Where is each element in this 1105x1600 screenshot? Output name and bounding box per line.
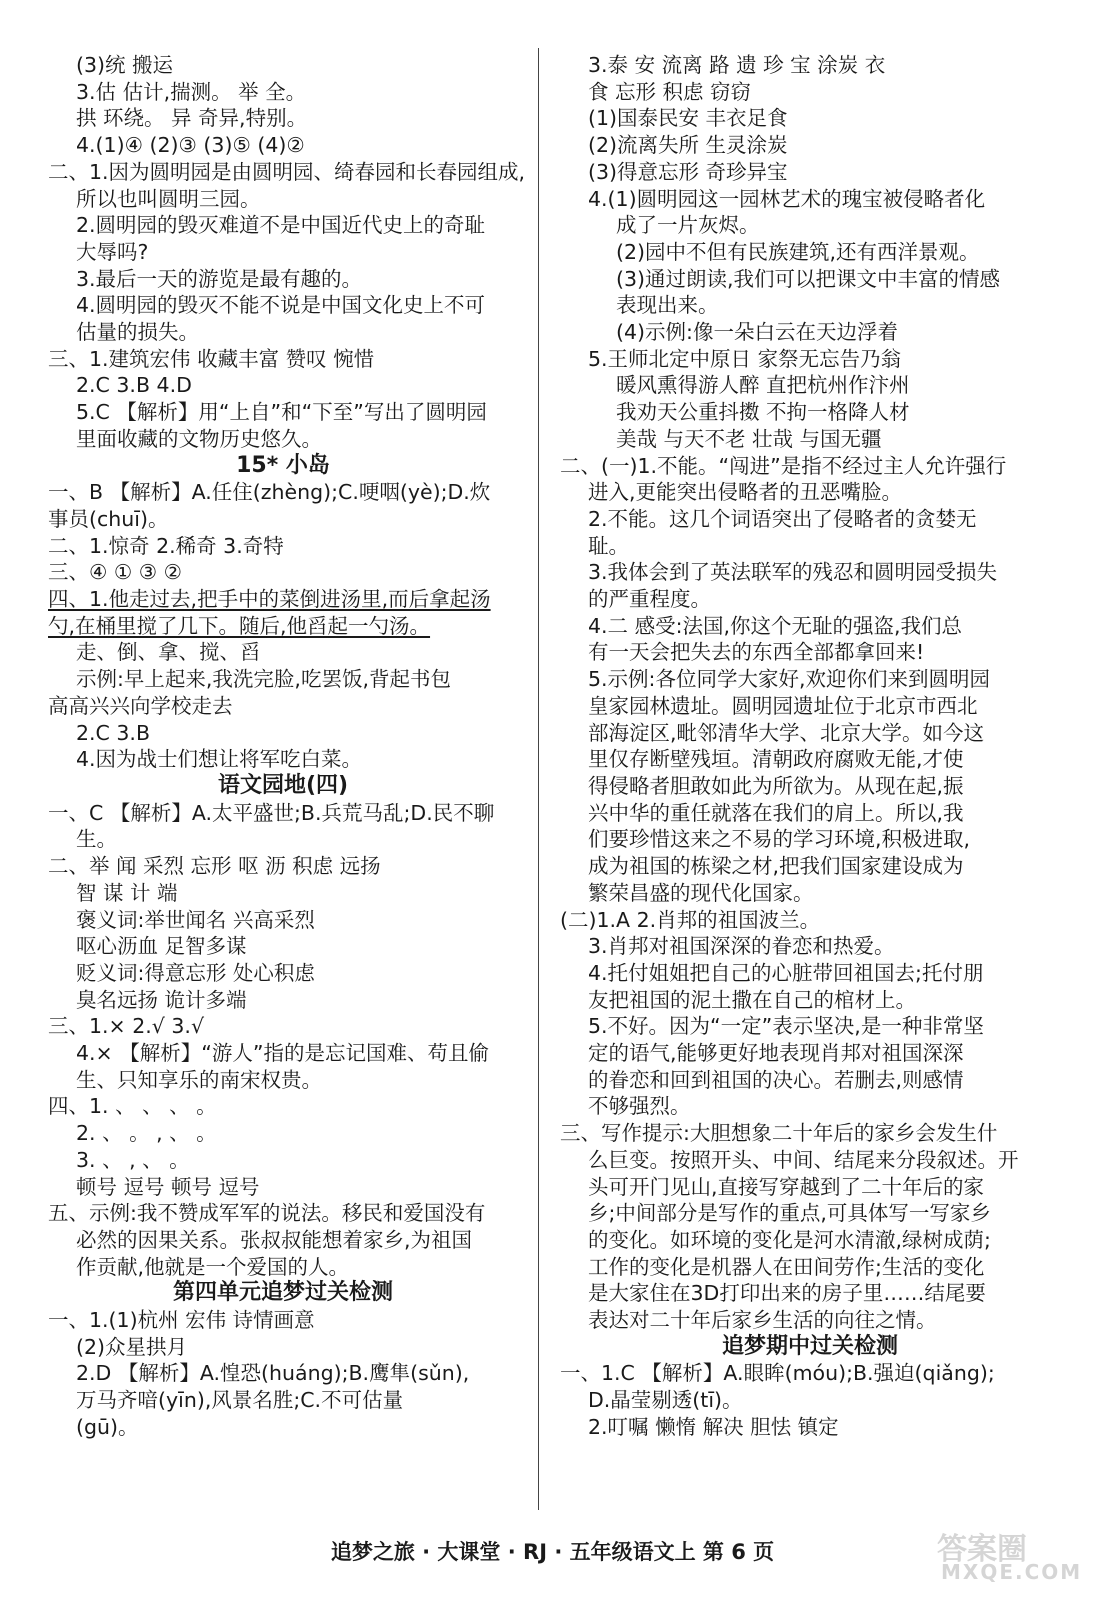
answer-line: (gū)。 [76, 1414, 139, 1439]
answer-line: 5.不好。因为“一定”表示坚决,是一种非常坚 [588, 1014, 984, 1039]
answer-line: 一、1.(1)杭州 宏伟 诗情画意 [48, 1308, 315, 1333]
answer-line: (1)国泰民安 丰衣足食 [588, 106, 788, 131]
answer-line: 4.(1)圆明园这一园林艺术的瑰宝被侵略者化 [588, 186, 986, 211]
answer-line: 生、只知享乐的南宋权贵。 [76, 1067, 322, 1092]
answer-line: (2)众星拱月 [76, 1334, 188, 1359]
answer-line: 3.估 估计,揣测。 举 全。 [76, 79, 307, 104]
column-divider [538, 48, 539, 1510]
answer-line: 走、倒、拿、搅、舀 [76, 640, 261, 665]
answer-line: 的严重程度。 [588, 587, 711, 612]
answer-line: 不够强烈。 [588, 1094, 691, 1119]
answer-line: 部海淀区,毗邻清华大学、北京大学。如今这 [588, 720, 985, 745]
answer-line: 贬义词:得意忘形 处心积虑 [76, 960, 315, 985]
answer-line: 4.因为战士们想让将军吃白菜。 [76, 747, 363, 772]
answer-line: 5.示例:各位同学大家好,欢迎你们来到圆明园 [588, 667, 990, 692]
answer-line: 二、(一)1.不能。“闯进”是指不经过主人允许强行 [560, 453, 1007, 478]
answer-line: 的眷恋和回到祖国的决心。若删去,则感情 [588, 1067, 964, 1092]
answer-line: 智 谋 计 端 [76, 880, 178, 905]
answer-line: 5.王师北定中原日 家祭无忘告乃翁 [588, 346, 902, 371]
answer-line: (3)通过朗读,我们可以把课文中丰富的情感 [616, 266, 1001, 291]
answer-line: (3)得意忘形 奇珍异宝 [588, 159, 788, 184]
answer-line: 示例:早上起来,我洗完脸,吃罢饭,背起书包 [76, 667, 451, 692]
answer-line: 高高兴兴向学校走去 [48, 693, 233, 718]
answer-line: 成了一片灰烬。 [616, 213, 760, 238]
right-column [560, 52, 1060, 1441]
watermark-logo [937, 1524, 1087, 1584]
answer-line: 得侵略者胆敢如此为所欲为。从现在起,振 [588, 773, 964, 798]
answer-line: 2.C 3.B 4.D [76, 373, 192, 398]
answer-line: 2.不能。这几个词语突出了侵略者的贪婪无 [588, 506, 977, 531]
answer-line: 作贡献,他就是一个爱国的人。 [76, 1254, 350, 1279]
answer-line: 我劝天公重抖擞 不拘一格降人材 [616, 400, 910, 425]
section-heading: 语文园地(四) [217, 772, 349, 798]
answer-line: 4.圆明园的毁灭不能不说是中国文化史上不可 [76, 293, 486, 318]
answer-line: (4)示例:像一朵白云在天边浮着 [616, 320, 898, 345]
answer-line: 工作的变化是机器人在田间劳作;生活的变化 [588, 1254, 985, 1279]
answer-line: 大辱吗? [76, 239, 149, 264]
section-heading: 追梦期中过关检测 [721, 1333, 898, 1359]
answer-line: 呕心沥血 足智多谋 [76, 934, 247, 959]
answer-line: 三、1.× 2.√ 3.√ [48, 1014, 205, 1039]
answer-line: 是大家住在3D打印出来的房子里……结尾要 [588, 1281, 986, 1306]
answer-line: 3.我体会到了英法联军的残忍和圆明园受损失 [588, 560, 998, 585]
answer-line: 2.D 【解析】A.惶恐(huáng);B.鹰隼(sǔn), [76, 1361, 470, 1386]
answer-line: 二、1.因为圆明园是由圆明园、绮春园和长春园组成, [48, 159, 526, 184]
answer-line: 皇家园林遗址。圆明园遗址位于北京市西北 [588, 693, 978, 718]
answer-line: 4.(1)④ (2)③ (3)⑤ (4)② [76, 133, 305, 158]
answer-line: 3.泰 安 流离 路 遗 珍 宝 涂炭 衣 [588, 53, 886, 77]
answer-line: 顿号 逗号 顿号 逗号 [76, 1174, 260, 1199]
answer-line: 成为祖国的栋梁之材,把我们国家建设成为 [588, 854, 964, 879]
answer-line: 们要珍惜这来之不易的学习环境,积极进取, [588, 827, 971, 852]
answer-line: 一、B 【解析】A.任住(zhèng);C.哽咽(yè);D.炊 [48, 480, 491, 505]
answer-line: 三、写作提示:大胆想象二十年后的家乡会发生什 [560, 1121, 998, 1146]
page-footer: 追梦之旅 · 大课堂 · RJ · 五年级语文上 第 6 页 [330, 1540, 775, 1564]
answer-line: 四、1. 、 、 、 。 [48, 1094, 217, 1119]
answer-line: 暖风熏得游人醉 直把杭州作汴州 [616, 373, 910, 398]
answer-line: 耻。 [588, 533, 629, 558]
answer-line: 勺,在桶里搅了几下。随后,他舀起一勺汤。 [48, 613, 431, 638]
answer-line: 三、④ ① ③ ② [48, 560, 183, 585]
answer-line: 的变化。如环境的变化是河水清澈,绿树成荫; [588, 1227, 991, 1252]
answer-line: 四、1.他走过去,把手中的菜倒进汤里,而后拿起汤 [48, 587, 491, 612]
answer-line: 兴中华的重任就落在我们的肩上。所以,我 [588, 800, 964, 825]
answer-line: 所以也叫圆明三园。 [76, 186, 261, 211]
answer-line: 4.× 【解析】“游人”指的是忘记国难、苟且偷 [76, 1041, 489, 1066]
answer-line: 4.托付姐姐把自己的心脏带回祖国去;托付朋 [588, 960, 984, 985]
answer-line: D.晶莹剔透(tī)。 [588, 1388, 743, 1413]
watermark-text: 答案圈 [937, 1532, 1027, 1567]
answer-line: 3. 、 , 、 。 [76, 1147, 190, 1172]
answer-line: 三、1.建筑宏伟 收藏丰富 赞叹 惋惜 [48, 346, 375, 371]
answer-line: 友把祖国的泥土撒在自己的棺材上。 [588, 987, 916, 1012]
answer-line: 进入,更能突出侵略者的丑恶嘴脸。 [588, 480, 903, 505]
answer-line: 4.二 感受:法国,你这个无耻的强盗,我们总 [588, 613, 963, 638]
answer-line: 一、1.C 【解析】A.眼眸(móu);B.强迫(qiǎng); [560, 1361, 995, 1386]
answer-line: 表现出来。 [616, 293, 719, 318]
answer-line: 美哉 与天不老 壮哉 与国无疆 [616, 426, 882, 451]
answer-line: 二、1.惊奇 2.稀奇 3.奇特 [48, 533, 284, 558]
answer-line: 生。 [76, 827, 117, 852]
answer-line: 定的语气,能够更好地表现肖邦对祖国深深 [588, 1041, 964, 1066]
answer-line: 二、举 闻 采烈 忘形 呕 沥 积虑 远扬 [48, 854, 381, 879]
answer-line: 3.最后一天的游览是最有趣的。 [76, 266, 363, 291]
answer-line: 么巨变。按照开头、中间、结尾来分段叙述。开 [588, 1147, 1019, 1172]
answer-line: 2. 、 。 , 、 。 [76, 1121, 217, 1146]
answer-line: 2.圆明园的毁灭难道不是中国近代史上的奇耻 [76, 213, 486, 238]
answer-line: (2)园中不但有民族建筑,还有西洋景观。 [616, 239, 980, 264]
answer-line: (2)流离失所 生灵涂炭 [588, 133, 788, 158]
answer-line: 估量的损失。 [76, 320, 199, 345]
answer-line: 表达对二十年后家乡生活的向往之情。 [588, 1308, 937, 1333]
section-heading: 第四单元追梦过关检测 [172, 1280, 393, 1306]
answer-line: 一、C 【解析】A.太平盛世;B.兵荒马乱;D.民不聊 [48, 800, 495, 825]
answer-line: 里面收藏的文物历史悠久。 [76, 426, 322, 451]
left-column [48, 52, 526, 1441]
answer-line: 必然的因果关系。张叔叔能想着家乡,为祖国 [76, 1227, 473, 1252]
answer-line: (二)1.A 2.肖邦的祖国波兰。 [560, 907, 821, 932]
answer-line: 繁荣昌盛的现代化国家。 [588, 880, 814, 905]
answer-line: 5.C 【解析】用“上自”和“下至”写出了圆明园 [76, 400, 487, 425]
answer-line: 食 忘形 积虑 窃窃 [588, 79, 752, 104]
answer-line: 臭名远扬 诡计多端 [76, 987, 247, 1012]
answer-line: 里仅存断壁残垣。清朝政府腐败无能,才使 [588, 747, 964, 772]
watermark-subtext: MXQE.COM [941, 1560, 1083, 1584]
answer-line: 2.叮嘱 懒惰 解决 胆怯 镇定 [588, 1414, 839, 1439]
answer-line: 2.C 3.B [76, 720, 151, 745]
answer-line: 万马齐喑(yīn),风景名胜;C.不可估量 [76, 1388, 404, 1413]
answer-line: (3)统 搬运 [76, 53, 174, 77]
answer-line: 有一天会把失去的东西全部都拿回来! [588, 640, 925, 665]
answer-line: 褒义词:举世闻名 兴高采烈 [76, 907, 315, 932]
answer-line: 3.肖邦对祖国深深的眷恋和热爱。 [588, 934, 895, 959]
answer-line: 乡;中间部分是写作的重点,可具体写一写家乡 [588, 1201, 991, 1226]
answer-line: 五、示例:我不赞成军军的说法。移民和爱国没有 [48, 1201, 486, 1226]
answer-line: 头可开门见山,直接写穿越到了二十年后的家 [588, 1174, 985, 1199]
section-heading: 15* 小岛 [236, 452, 330, 478]
answer-line: 拱 环绕。 异 奇异,特别。 [76, 106, 308, 131]
answer-line: 事员(chuī)。 [48, 506, 169, 531]
